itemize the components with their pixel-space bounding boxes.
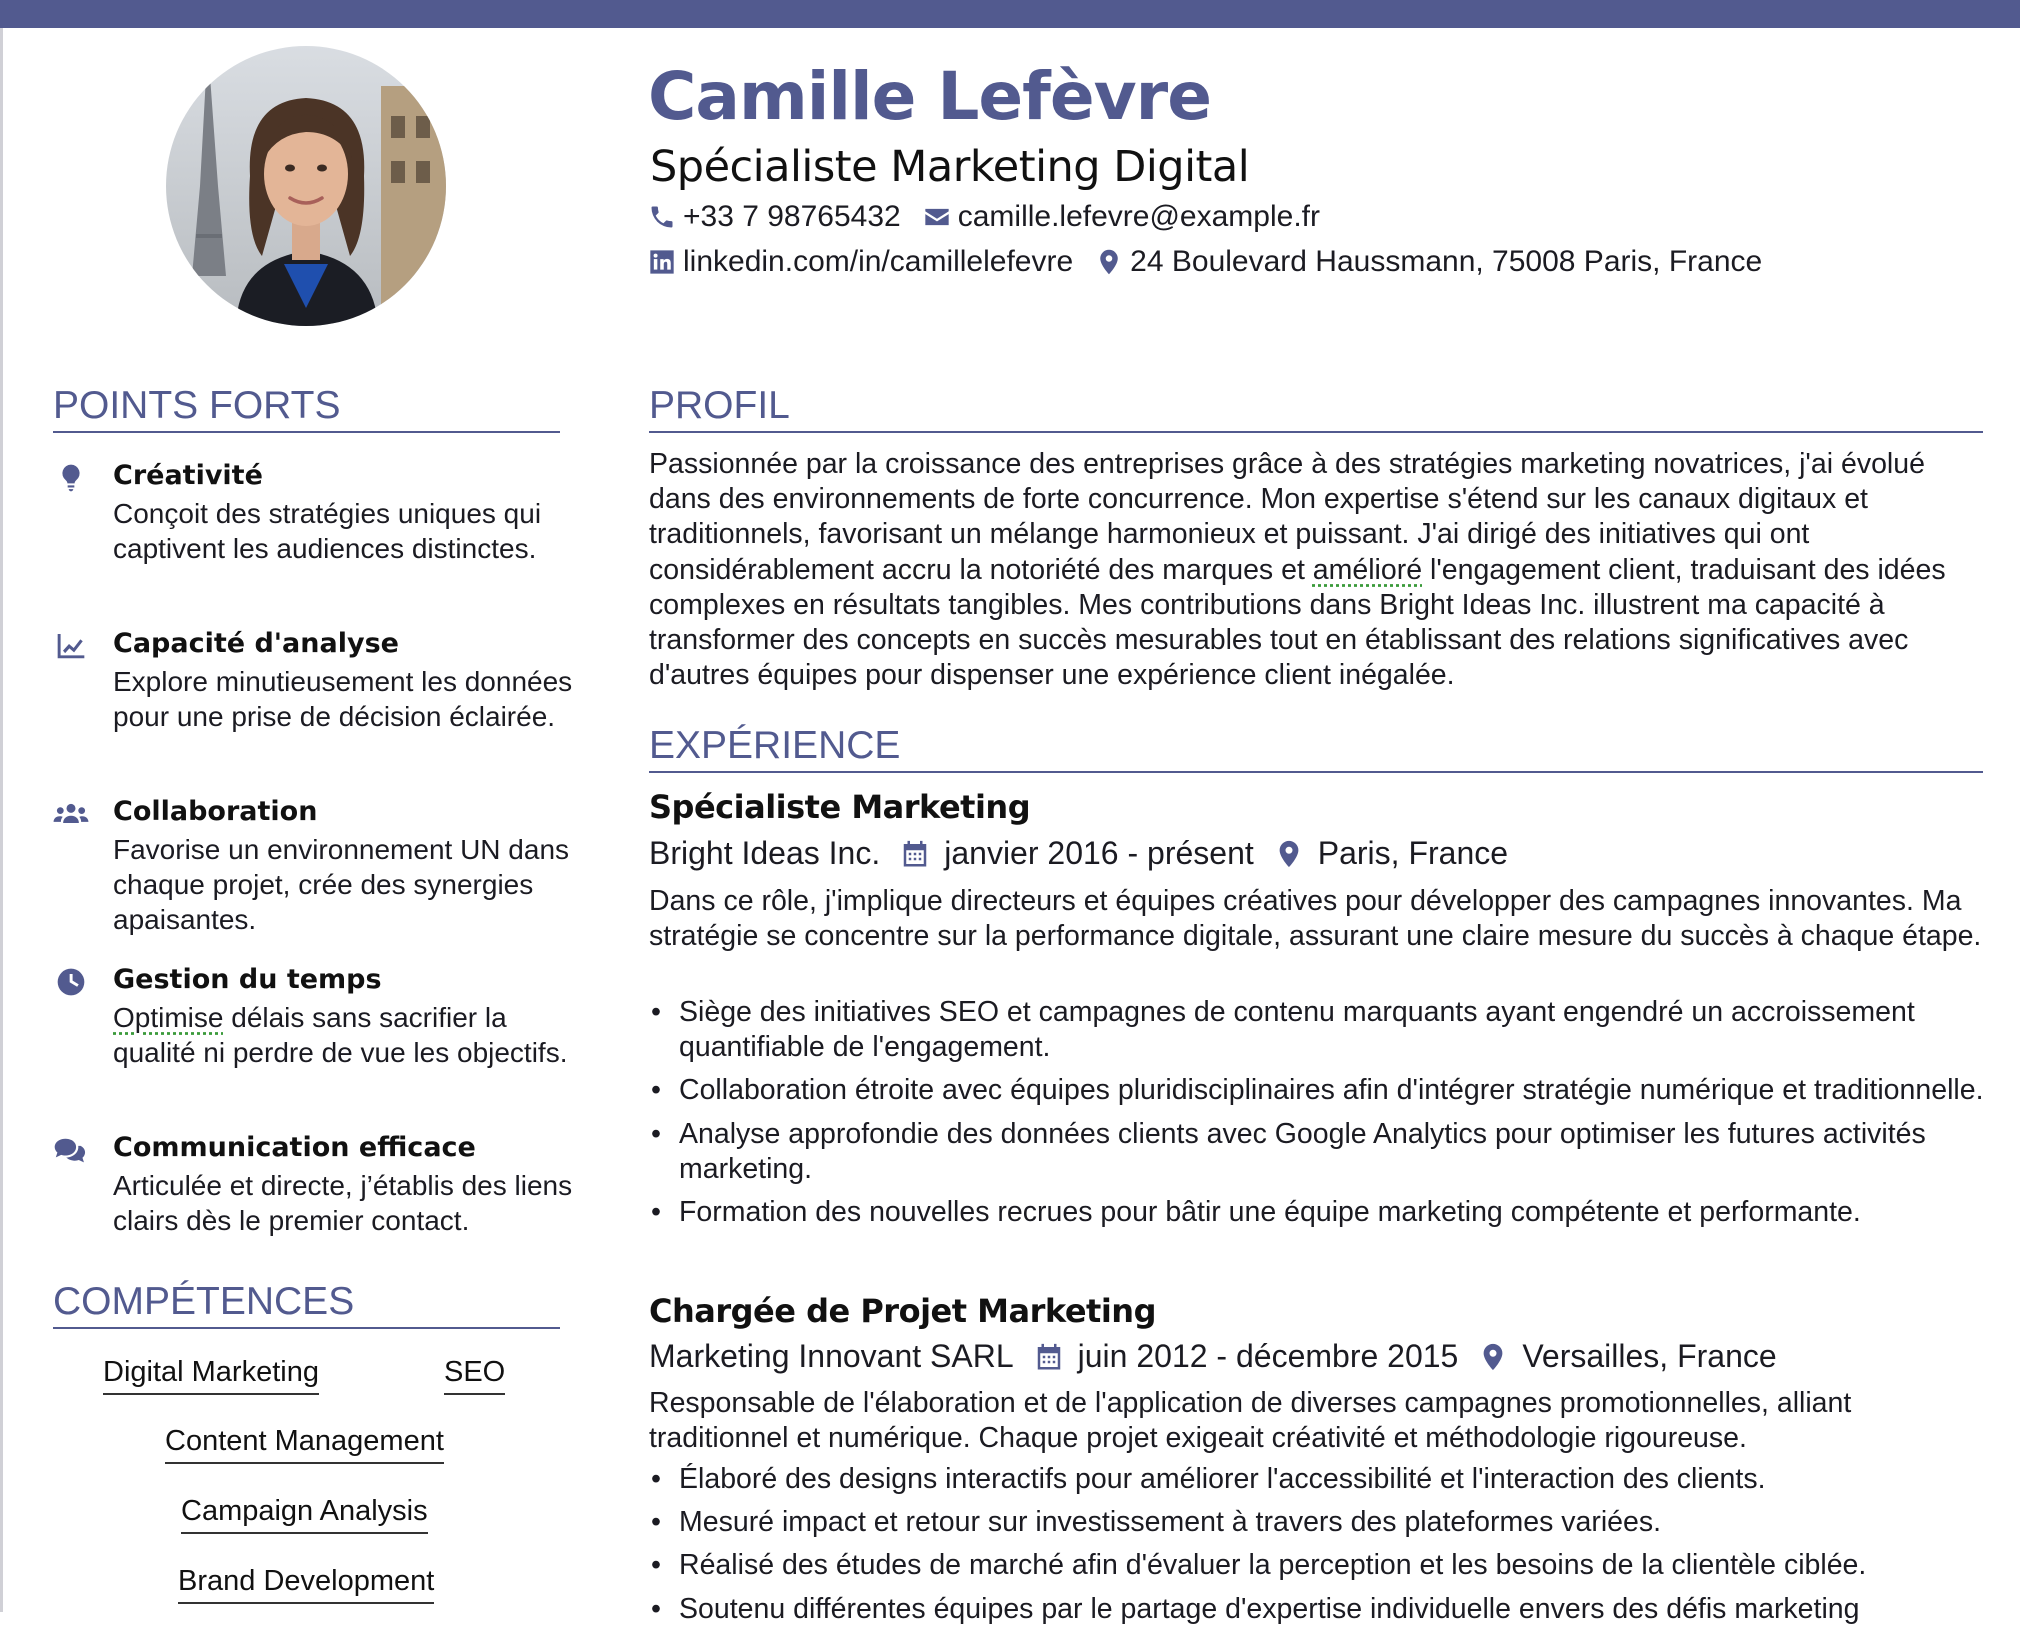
spellcheck-word: amélioré [1312,553,1423,586]
company-name: Marketing Innovant SARL [649,1338,1014,1374]
bullet-item: • Mesuré impact et retour sur investissement à travers des plateformes variées. [649,1505,1989,1540]
experience-title: Chargée de Projet Marketing [649,1292,1156,1330]
strength-description-rest: délais sans sacrifier la qualité ni perdre de vue les objectifs. [113,1002,568,1068]
skills-section-title: COMPÉTENCES [53,1280,560,1329]
envelope-icon [923,203,951,231]
bullet-item: • Analyse approfondie des données clients avec Google Analytics pour optimiser les futures activités marketing. [649,1117,1989,1187]
strength-title: Collaboration [113,796,318,827]
strength-title: Gestion du temps [113,964,382,995]
calendar-icon [900,839,930,869]
top-accent-bar [0,0,2020,28]
calendar-icon [1034,1342,1064,1372]
linkedin-text: linkedin.com/in/camillelefevre [683,245,1074,278]
candidate-name: Camille Lefèvre [648,58,1211,135]
experience-dates: janvier 2016 - présent [944,835,1254,871]
chart-line-icon [53,630,89,662]
company-name: Bright Ideas Inc. [649,835,881,871]
experience-location: Versailles, France [1522,1338,1777,1374]
clock-icon [53,966,89,998]
bullet-item: • Soutenu différentes équipes par le partage d'expertise individuelle envers des défis marketing [649,1592,1989,1627]
experience-section-title: EXPÉRIENCE [649,724,1983,773]
experience-meta [649,1338,1777,1375]
strength-description [113,1000,573,1070]
map-pin-icon [1478,1342,1508,1372]
map-pin-icon [1095,248,1123,276]
contact-email[interactable] [923,200,1320,234]
portrait-image [166,46,446,326]
bullet-item: • Élaboré des designs interactifs pour améliorer l'accessibilité et l'interaction des clients. [649,1462,1989,1497]
comments-icon [53,1134,89,1166]
skill-tag: Digital Marketing [103,1356,319,1395]
candidate-job-title: Spécialiste Marketing Digital [650,142,1250,192]
experience-title: Spécialiste Marketing [649,788,1031,826]
bullet-item: • Formation des nouvelles recrues pour bâtir une équipe marketing compétente et performante. [649,1195,1989,1230]
strength-title: Créativité [113,460,263,491]
profile-paragraph [649,447,1989,693]
strength-title: Communication efficace [113,1132,476,1163]
users-icon [53,798,89,830]
experience-location: Paris, France [1317,835,1509,871]
map-pin-icon [1274,839,1304,869]
strength-description: Articulée et directe, j’établis des liens clairs dès le premier contact. [113,1170,573,1236]
experience-dates: juin 2012 - décembre 2015 [1077,1338,1459,1374]
skill-tag: Brand Development [178,1565,434,1604]
strength-description: Explore minutieusement les données pour une prise de décision éclairée. [113,666,573,732]
skill-tag: Content Management [165,1425,444,1464]
spellcheck-word: Optimise [113,1002,224,1033]
strength-title: Capacité d'analyse [113,628,399,659]
experience-summary: Responsable de l'élaboration et de l'application de diverses campagnes promotionnelles, alliant traditionnel et numérique. Chaque projet exigeait créativité et méthodologie rigoureuse. [649,1387,1852,1455]
contact-phone[interactable] [648,200,901,234]
lightbulb-icon [53,462,89,494]
experience-bullets [649,995,1989,1238]
contact-address [1095,245,1762,279]
skill-tag: SEO [444,1356,505,1395]
contact-linkedin[interactable] [648,245,1073,279]
profile-section-title: PROFIL [649,384,1983,433]
bullet-item: • Collaboration étroite avec équipes pluridisciplinaires afin d'intégrer stratégie numérique et traditionnelle. [649,1073,1989,1108]
bullet-item: • Siège des initiatives SEO et campagnes de contenu marquants ayant engendré un accroissement quantifiable de l'engagement. [649,995,1989,1065]
experience-summary: Dans ce rôle, j'implique directeurs et équipes créatives pour développer des campagnes innovantes. Ma stratégie se concentre sur la performance digitale, assurant une claire mesure du succès à chaque étape. [649,885,1982,953]
profile-text-end: l'engagement client, traduisant des idées complexes en résultats tangibles. Mes contributions dans Bright Ideas Inc. illustrent ma capacité à transformer des concepts en succès mesurables tout en établissant des relations significatives avec d'autres équipes pour dispenser une expérience client inégalée. [649,553,1946,692]
experience-bullets [649,1462,1989,1635]
strengths-section-title: POINTS FORTS [53,384,560,433]
strength-description: Conçoit des stratégies uniques qui captivent les audiences distinctes. [113,498,542,564]
profile-text-start: Passionnée par la croissance des entreprises grâce à des stratégies marketing novatrices, j'ai évolué dans des environnements de forte concurrence. Mon expertise s'étend sur les canaux digitaux et traditionnels, favorisant un mélange harmonieux et puissant. J'ai dirigé des initiatives qui ont considérablement accru la notoriété des marques et [649,448,1925,586]
linkedin-icon [648,248,676,276]
skill-tag: Campaign Analysis [181,1495,428,1534]
profile-photo [166,46,446,326]
contact-row-1 [648,198,1342,236]
contact-row-2 [648,243,1784,281]
address-text: 24 Boulevard Haussmann, 75008 Paris, France [1130,245,1763,278]
phone-icon [648,203,676,231]
phone-text: +33 7 98765432 [683,200,901,233]
experience-meta [649,835,1508,872]
strength-description: Favorise un environnement UN dans chaque projet, crée des synergies apaisantes. [113,834,570,935]
page-edge [0,28,3,1612]
bullet-item: • Réalisé des études de marché afin d'évaluer la perception et les besoins de la clientèle ciblée. [649,1548,1989,1583]
email-text: camille.lefevre@example.fr [957,200,1320,233]
